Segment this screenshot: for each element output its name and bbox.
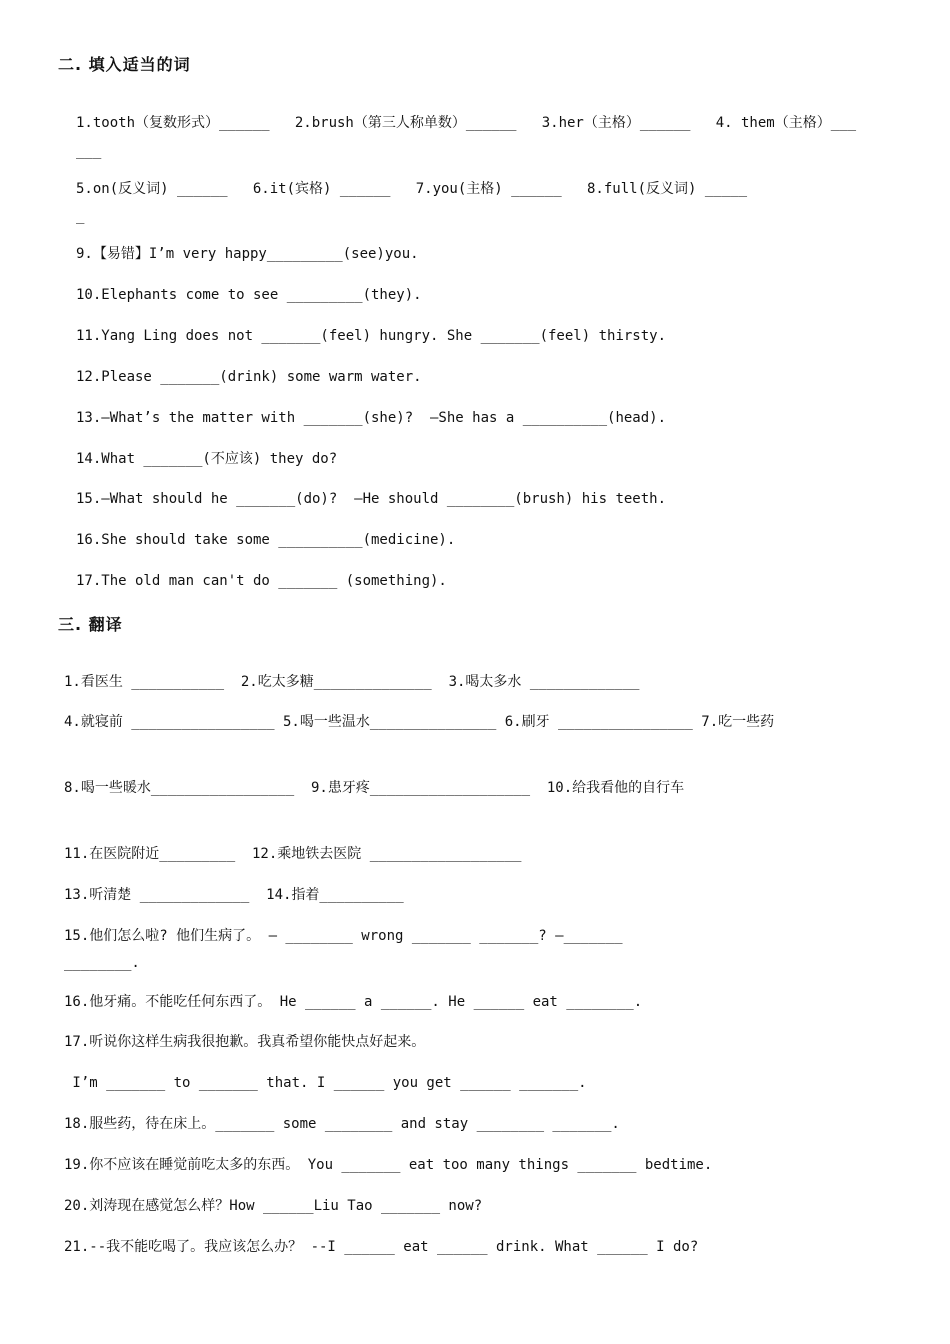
exercise-line: 1.tooth（复数形式）______ 2.brush（第三人称单数）______ 3.her（主格）______ 4. them（主格）___ <box>76 115 857 131</box>
exercise-line: ___ <box>76 143 102 159</box>
exercise-line: 16.他牙痛。不能吃任何东西了。 He ______ a ______. He ______ eat ________. <box>64 994 643 1010</box>
exercise-line: I’m _______ to _______ that. I ______ you get ______ _______. <box>64 1075 587 1091</box>
exercise-line: 16.She should take some __________(medicine). <box>76 532 456 548</box>
section-2-title: 二. 填入适当的词 <box>58 55 191 74</box>
section-3-title: 三. 翻译 <box>58 615 123 634</box>
exercise-line: 13.听清楚 _____________ 14.指着__________ <box>64 887 404 903</box>
exercise-line: 17.The old man can't do _______ (something). <box>76 573 447 589</box>
exercise-line: 5.on(反义词) ______ 6.it(宾格) ______ 7.you(主格) ______ 8.full(反义词) _____ <box>76 181 748 197</box>
exercise-line: 1.看医生 ___________ 2.吃太多糖______________ 3.喝太多水 _____________ <box>64 674 640 690</box>
exercise-line: 11.Yang Ling does not _______(feel) hungry. She _______(feel) thirsty. <box>76 328 667 344</box>
exercise-line: 13.—What’s the matter with _______(she)? —She has a __________(head). <box>76 410 667 426</box>
exercise-line: 18.服些药，待在床上。_______ some ________ and stay ________ _______. <box>64 1116 620 1132</box>
exercise-line: 15.—What should he _______(do)? —He should ________(brush) his teeth. <box>76 491 667 507</box>
exercise-line: 17.听说你这样生病我很抱歉。我真希望你能快点好起来。 <box>64 1034 426 1050</box>
exercise-line: 21.--我不能吃喝了。我应该怎么办？ --I ______ eat ______ drink. What ______ I do? <box>64 1239 699 1255</box>
exercise-line: 10.Elephants come to see _________(they). <box>76 287 422 303</box>
exercise-line: _ <box>76 208 85 224</box>
exercise-line: ________. <box>64 955 140 971</box>
exercise-line: 15.他们怎么啦? 他们生病了。 — ________ wrong _______ _______? —_______ <box>64 928 623 944</box>
exercise-line: 11.在医院附近_________ 12.乘地铁去医院 __________________ <box>64 846 522 862</box>
exercise-line: 14.What _______(不应该) they do? <box>76 451 338 467</box>
exercise-line: 12.Please _______(drink) some warm water. <box>76 369 422 385</box>
exercise-line: 20.刘涛现在感觉怎么样？How ______Liu Tao _______ now? <box>64 1198 483 1214</box>
exercise-line: 9.【易错】I’m very happy_________(see)you. <box>76 246 419 262</box>
exercise-line: 4.就寝前 _________________ 5.喝一些温水_______________ 6.刷牙 ________________ 7.吃一些药 <box>64 714 775 730</box>
exercise-line: 8.喝一些暖水_________________ 9.患牙疼___________________ 10.给我看他的自行车 <box>64 780 685 796</box>
exercise-line: 19.你不应该在睡觉前吃太多的东西。 You _______ eat too many things _______ bedtime. <box>64 1157 713 1173</box>
